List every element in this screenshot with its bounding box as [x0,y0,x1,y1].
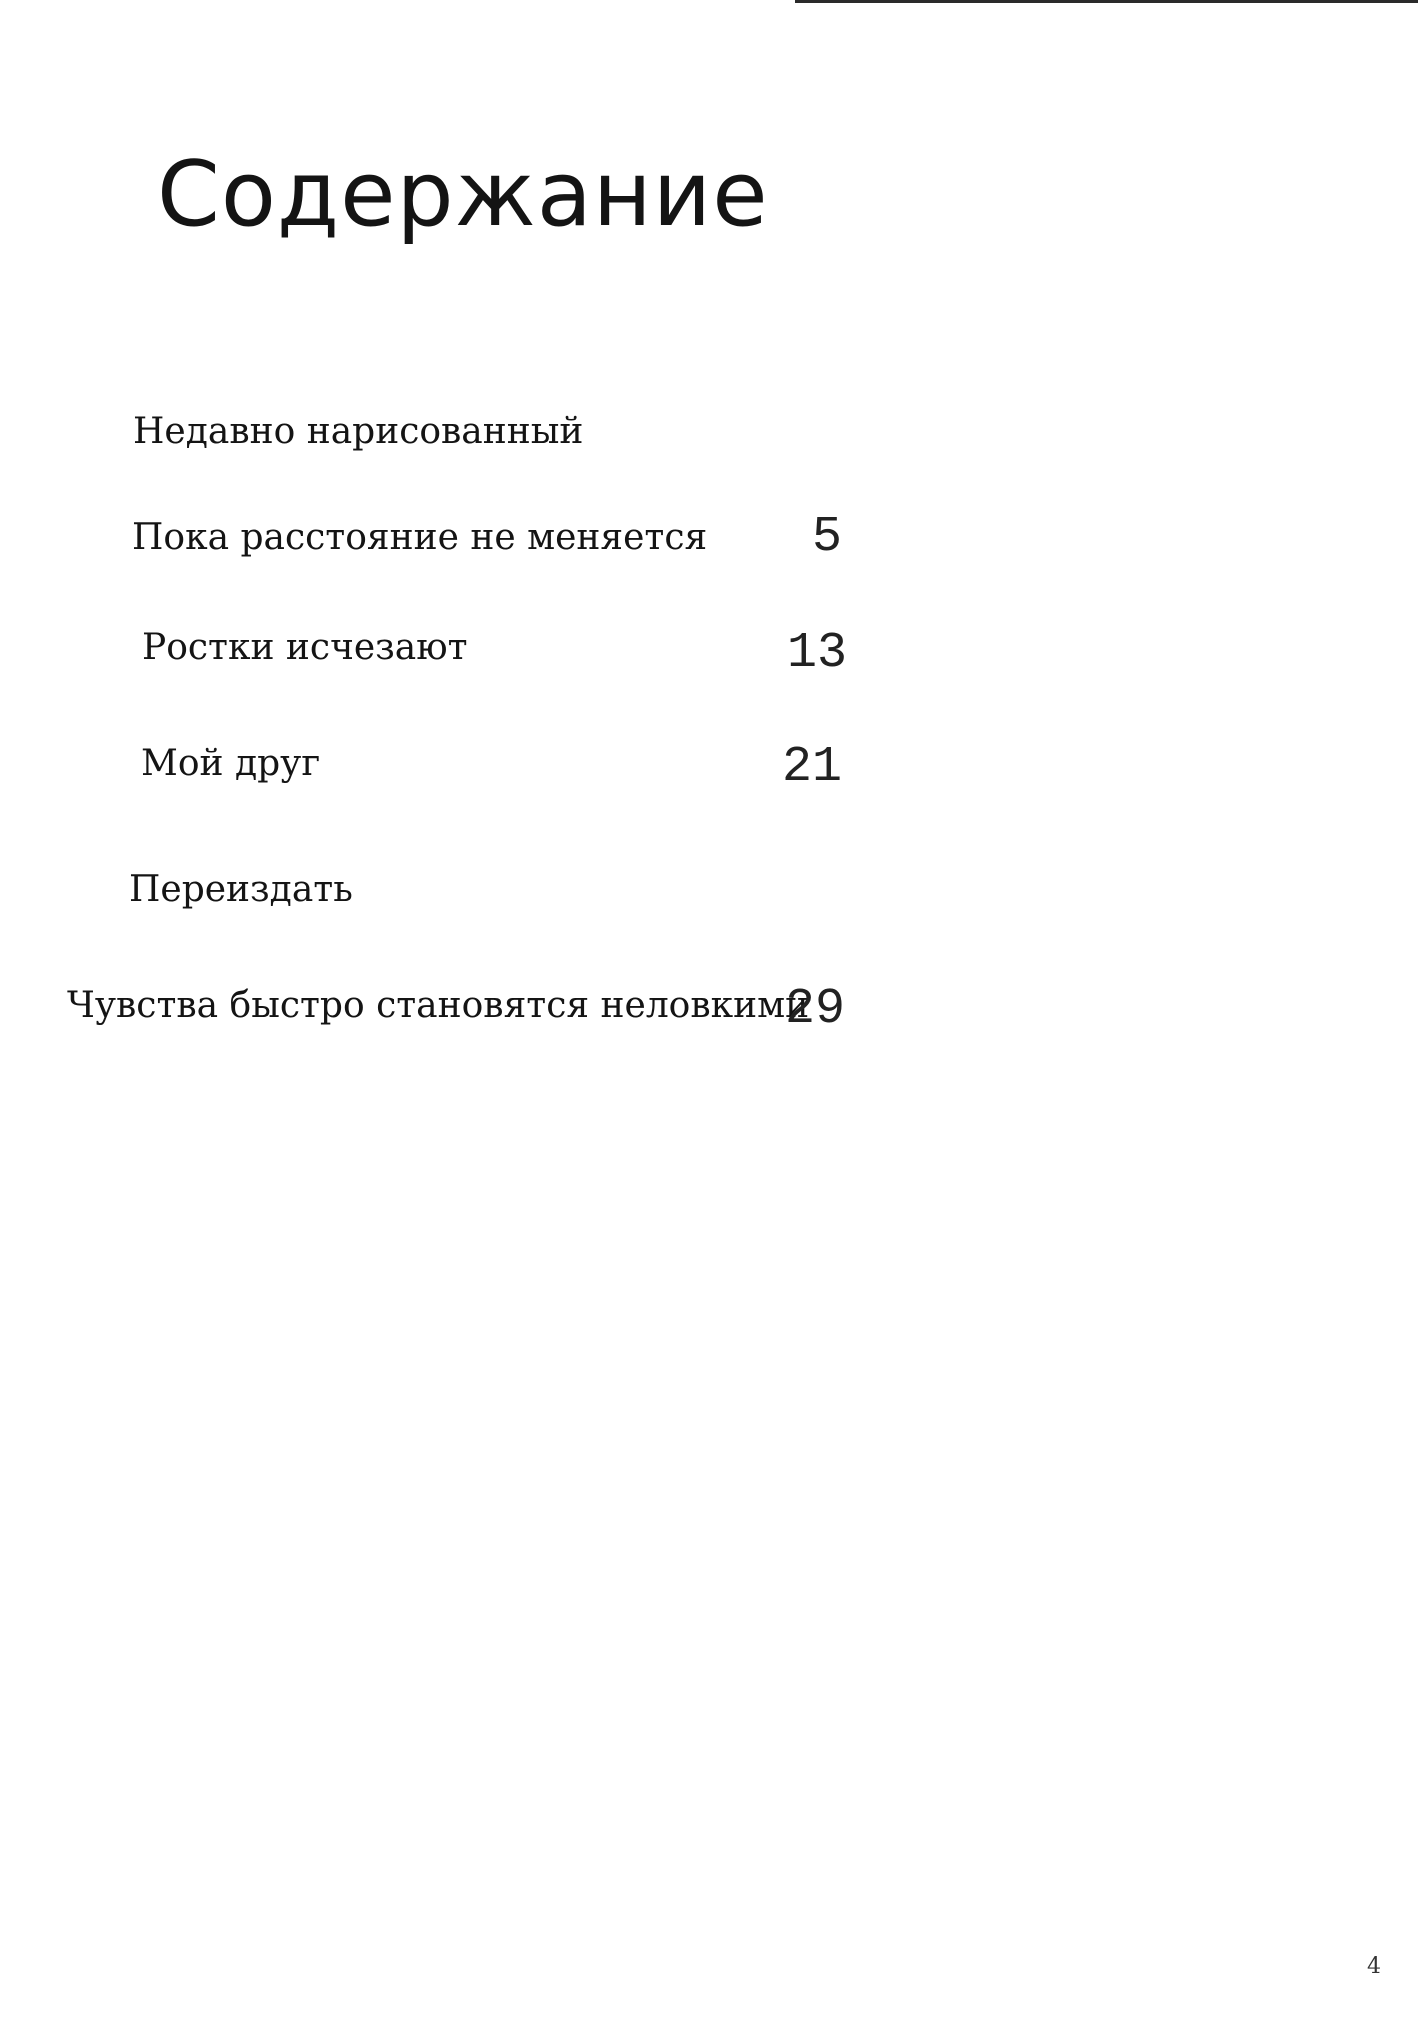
toc-entry-page-number: 5 [812,509,843,566]
toc-entry-label: Чувства быстро становятся неловкими [67,985,810,1026]
toc-entry-label: Мой друг [141,743,321,784]
toc-section-heading: Переиздать [129,869,353,910]
toc-section-heading: Недавно нарисованный [133,411,584,452]
toc-entry-page-number: 13 [787,625,848,682]
toc-entry-page-number: 21 [782,739,843,796]
toc-entry-label: Ростки исчезают [142,627,468,668]
toc-entry-label: Пока расстояние не меняется [132,517,708,558]
page-number-folio: 4 [1367,1954,1381,1979]
page-title: Содержание [157,142,769,247]
top-edge-rule [795,0,1418,3]
toc-entry-page-number: 29 [785,981,846,1038]
